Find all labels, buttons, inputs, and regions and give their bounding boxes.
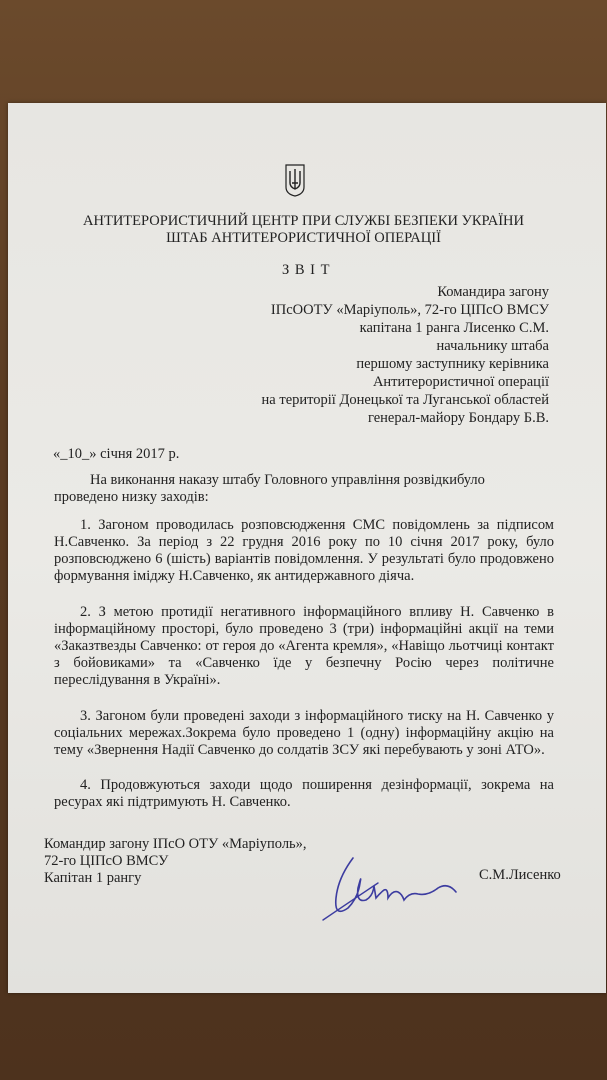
addressee-line3: капітана 1 ранга Лисенко С.М. bbox=[359, 320, 549, 336]
trident-emblem-icon bbox=[284, 163, 306, 197]
signer-title-line1: Командир загону ІПсО ОТУ «Маріуполь», bbox=[44, 836, 307, 852]
intro-line2: проведено низку заходів: bbox=[54, 489, 209, 505]
signer-rank: Капітан 1 рангу bbox=[44, 870, 142, 886]
addressee-line7: на території Донецької та Луганської областей bbox=[261, 392, 549, 408]
paragraph-4: 4. Продовжуються заходи щодо поширення дезінформації, зокрема на ресурах які підтримують Н. Савченко. bbox=[54, 777, 554, 810]
org-title-line2: ШТАБ АНТИТЕРОРИСТИЧНОЇ ОПЕРАЦІЇ bbox=[166, 230, 441, 246]
signer-title-line2: 72-го ЦІПсО ВМСУ bbox=[44, 853, 169, 869]
addressee-line6: Антитерористичної операції bbox=[372, 374, 549, 390]
document-date: «_10_» січня 2017 р. bbox=[53, 446, 180, 462]
paragraph-1: 1. Загоном проводилась розповсюдження СМС повідомлень за підписом Н.Савченко. За період з 22 грудня 2016 року по 10 січня 2017 року, було розповсюджено 6 (шість) варіантів повідомлення. У результаті було продовжено формування іміджу Н.Савченко, як антидержавного діяча. bbox=[54, 517, 554, 584]
addressee-line1: Командира загону bbox=[437, 284, 549, 300]
paragraph-3: 3. Загоном були проведені заходи з інформаційного тиску на Н. Савченко у соціальних мережах.Зокрема було проведено 1 (одну) інформаційну акцію на тему «Звернення Надії Савченко до солдатів ЗСУ які перебувають у зоні АТО». bbox=[54, 708, 554, 758]
paragraph-2: 2. З метою протидії негативного інформаційного впливу Н. Савченко в інформаційному просторі, було проведено 3 (три) інформаційні акції на теми «Заказтвезды Савченко: от героя до «Агента кремля», «Навіщо льотчиці контакт з бойовиками» та «Савченко їде у безпечну Росію через політичне переслідування в Україні». bbox=[54, 604, 554, 688]
document-type-title: З В І Т bbox=[282, 262, 331, 278]
signer-name: С.М.Лисенко bbox=[479, 867, 561, 883]
addressee-line2: ІПсООТУ «Маріуполь», 72-го ЦІПсО ВМСУ bbox=[270, 302, 549, 318]
intro-line1: На виконання наказу штабу Головного управління розвідкибуло bbox=[90, 472, 485, 488]
org-title-line1: АНТИТЕРОРИСТИЧНИЙ ЦЕНТР ПРИ СЛУЖБІ БЕЗПЕКИ УКРАЇНИ bbox=[83, 213, 524, 229]
addressee-line4: начальнику штаба bbox=[436, 338, 549, 354]
handwritten-signature bbox=[318, 848, 478, 923]
addressee-line8: генерал-майору Бондару Б.В. bbox=[367, 410, 549, 426]
addressee-line5: першому заступнику керівника bbox=[356, 356, 549, 372]
